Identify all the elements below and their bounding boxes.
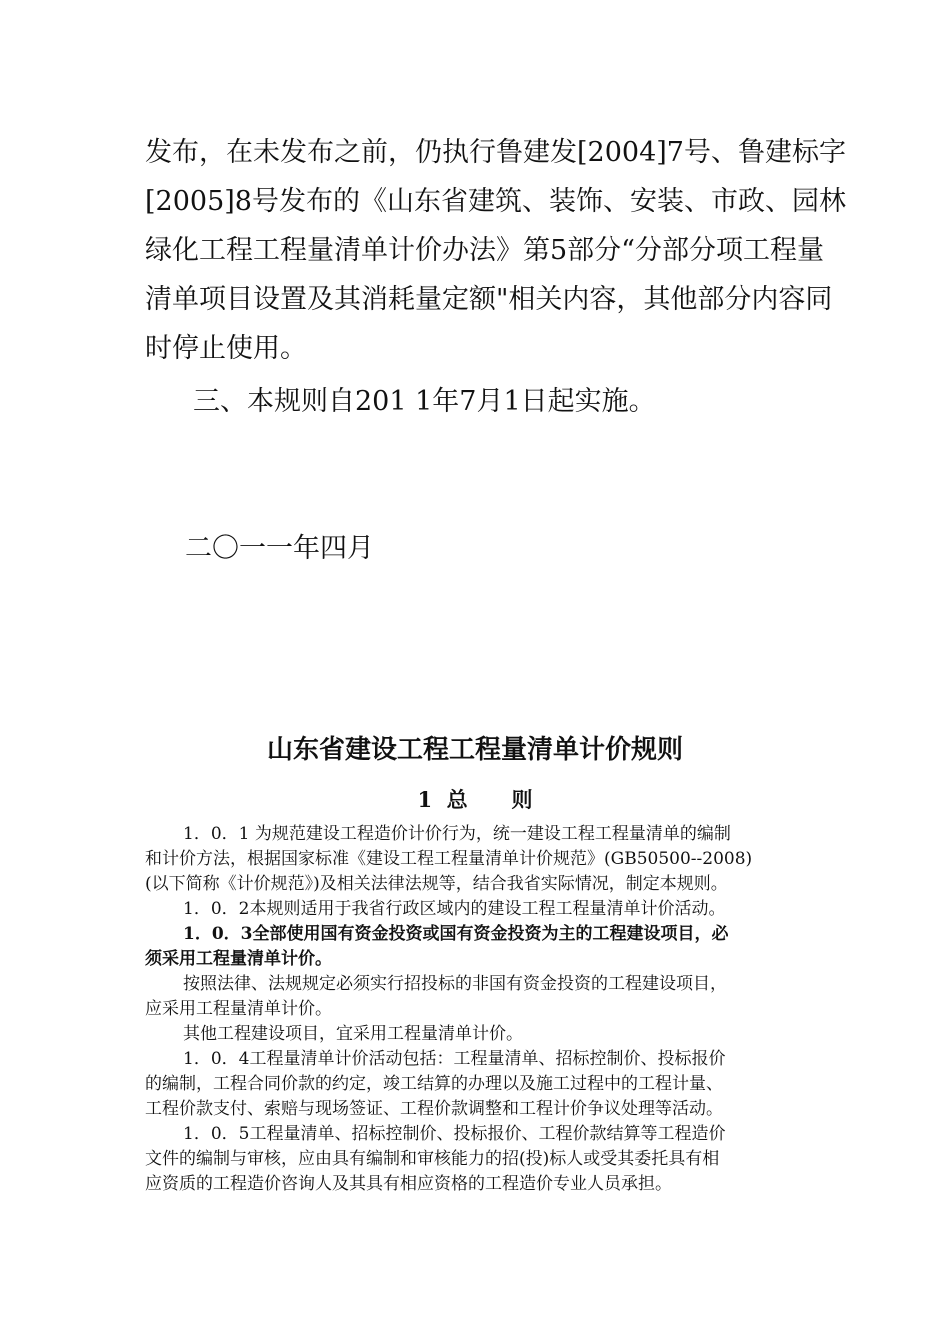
issue-date: 二〇一一年四月 [185,533,374,564]
body-line-5: 时停止使用。 [145,333,307,364]
document-title: 山东省建设工程工程量清单计价规则 [266,735,683,765]
paragraph-line: 应采用工程量清单计价。 [145,999,332,1019]
paragraph-line: 其他工程建设项目，宜采用工程量清单计价。 [183,1024,523,1044]
paragraph-line: 按照法律、法规规定必须实行招投标的非国有资金投资的工程建设项目， [183,974,727,994]
paragraph-line: 和计价方法，根据国家标准《建设工程工程量清单计价规范》(GB50500--2008) [145,849,753,869]
body-line-1: 发布，在未发布之前，仍执行鲁建发[2004]7号、鲁建标字 [145,137,846,168]
emphasized-paragraph-line: 须采用工程量清单计价。 [145,949,332,969]
paragraph-line: 的编制，工程合同价款的约定，竣工结算的办理以及施工过程中的工程计量、 [145,1074,723,1094]
effective-date-clause: 三、本规则自201 1年7月1日起实施。 [193,386,656,417]
paragraph-line: 1．0．4工程量清单计价活动包括：工程量清单、招标控制价、投标报价 [183,1049,726,1069]
paragraph-line: 1．0．5工程量清单、招标控制价、投标报价、工程价款结算等工程造价 [183,1124,726,1144]
paragraph-line: 应资质的工程造价咨询人及其具有相应资格的工程造价专业人员承担。 [145,1174,672,1194]
paragraph-line: 1．0．2本规则适用于我省行政区域内的建设工程工程量清单计价活动。 [183,899,726,919]
chapter-heading: 1 总 则 [417,787,533,812]
body-line-4: 清单项目设置及其消耗量定额"相关内容，其他部分内容同 [145,284,833,315]
paragraph-line: 1．0．1 为规范建设工程造价计价行为，统一建设工程工程量清单的编制 [183,824,731,844]
body-line-2: [2005]8号发布的《山东省建筑、装饰、安装、市政、园林 [145,186,846,217]
emphasized-paragraph-line: 1．0．3全部使用国有资金投资或国有资金投资为主的工程建设项目，必 [183,924,729,944]
body-line-3: 绿化工程工程量清单计价办法》第5部分“分部分项工程量 [145,235,824,266]
paragraph-line: 工程价款支付、索赔与现场签证、工程价款调整和工程计价争议处理等活动。 [145,1099,723,1119]
paragraph-line: (以下简称《计价规范》)及相关法律法规等，结合我省实际情况，制定本规则。 [145,874,728,894]
paragraph-line: 文件的编制与审核，应由具有编制和审核能力的招(投)标人或受其委托具有相 [145,1149,720,1169]
